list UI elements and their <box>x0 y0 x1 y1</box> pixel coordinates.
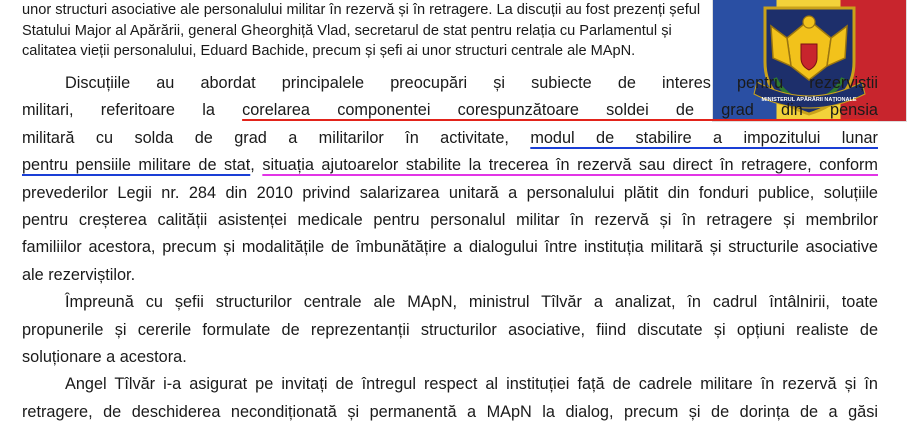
intro-line: unor structuri asociative ale personalului militar în rezervă și în retragere. La discuții au fost prezenți șeful <box>22 2 701 18</box>
text-span: militară cu solda de grad a militarilor în activitate, <box>22 128 531 147</box>
text-line <box>22 125 878 152</box>
text-line: Angel Tîlvăr i-a asigurat pe invitați de întregul respect al instituției față de cadrele militare în rezervă și în <box>65 375 878 394</box>
text-line <box>22 152 878 179</box>
intro-paragraph <box>22 0 702 62</box>
text-line: propunerile și cererile formulate de reprezentanții structurilor asociative, fiind discutate și opțiuni realiste de <box>22 320 878 339</box>
text-line: Împreună cu șefii structurilor centrale ale MApN, ministrul Tîlvăr a analizat, în cadrul întâlnirii, toate <box>65 293 878 312</box>
text-span: militari, referitoare la <box>22 101 243 120</box>
text-span: , <box>250 156 263 175</box>
text-line: familiilor acestora, precum și modalitățile de îmbunătățire a dialogului între instituția militară și structurile asociative <box>22 238 878 257</box>
text-line: ale rezerviștilor. <box>22 265 136 284</box>
text-line: retragere, de deschiderea necondiționată și permanentă a MApN la dialog, precum și de dorința de a găsi <box>22 402 878 421</box>
text-line <box>22 97 878 124</box>
intro-line: calitatea vieții personalului, Eduard Bachide, precum și șefi ai unor structuri centrale ale MApN. <box>22 43 636 59</box>
highlighted-phrase-magenta: situația ajutoarelor stabilite la trecerea în rezervă sau direct în retragere, conform <box>262 156 878 175</box>
text-line: pentru creșterea calității asistenței medicale pentru personalul militar în rezervă și în retragere și membrilor <box>22 210 878 229</box>
text-line: prevederilor Legii nr. 284 din 2010 privind salarizarea unitară a personalului plătit din fonduri publice, soluțiile <box>22 183 878 202</box>
highlighted-phrase-blue: modul de stabilire a impozitului lunar <box>530 128 878 147</box>
highlighted-phrase-red: corelarea componentei corespunzătoare soldei de grad din pensia <box>242 101 878 120</box>
text-line <box>22 70 878 97</box>
text-span: Discuțiile au abordat principalele preocupări și subiecte de interes pentru rezerviștii <box>65 74 878 92</box>
text-line: soluționare a acestora. <box>22 347 187 366</box>
svg-text:MINISTERUL APĂRĂRII NAȚIONALE: MINISTERUL APĂRĂRII NAȚIONALE <box>761 97 857 103</box>
intro-line: Statului Major al Apărării, general Gheorghiță Vlad, secretarul de stat pentru relația cu Parlamentul și <box>22 22 672 39</box>
article-body <box>22 70 878 426</box>
highlighted-phrase-blue: pentru pensiile militare de stat <box>22 156 251 175</box>
